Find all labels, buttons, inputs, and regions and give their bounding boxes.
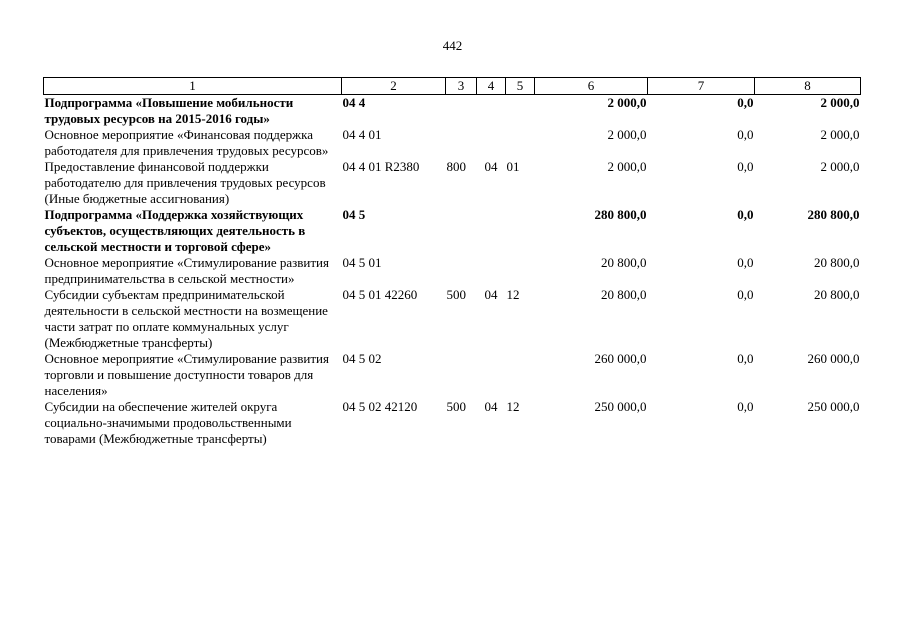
page-number: 442	[442, 38, 463, 53]
amount-col-8: 2 000,0	[820, 127, 860, 142]
amount-col-6: 20 800,0	[601, 287, 647, 302]
section: 04	[484, 399, 498, 414]
header-cell-6: 6	[535, 78, 648, 95]
table-header	[44, 78, 861, 95]
target-code: 04 4	[342, 95, 366, 110]
section: 04	[484, 159, 498, 174]
amount-col-8: 20 800,0	[814, 255, 860, 270]
target-code: 04 5 02	[342, 351, 382, 366]
subsection	[506, 255, 535, 287]
table-row	[44, 127, 861, 159]
expense-type: 500	[446, 399, 466, 414]
expense-type	[446, 351, 477, 399]
table-row	[44, 255, 861, 287]
amount-col-7: 0,0	[737, 159, 754, 174]
item-name: Подпрограмма «Повышение мобильности трудовых ресурсов на 2015-2016 годы»	[44, 95, 294, 126]
header-cell-8: 8	[755, 78, 861, 95]
amount-col-6: 2 000,0	[607, 127, 647, 142]
item-name: Подпрограмма «Поддержка хозяйствующих субъектов, осуществляющих деятельность в сельской местности и торговой сфере»	[44, 207, 306, 254]
amount-col-7: 0,0	[737, 127, 754, 142]
amount-col-6: 250 000,0	[594, 399, 647, 414]
target-code: 04 5 02 42120	[342, 399, 418, 414]
table-row	[44, 399, 861, 447]
section	[477, 351, 506, 399]
subsection	[506, 127, 535, 159]
budget-table	[43, 77, 861, 447]
subsection: 12	[506, 287, 520, 302]
expense-type: 800	[446, 159, 466, 174]
table-row	[44, 207, 861, 255]
section	[477, 127, 506, 159]
table-row	[44, 95, 861, 128]
expense-type	[446, 95, 477, 128]
amount-col-7: 0,0	[737, 255, 754, 270]
item-name: Основное мероприятие «Стимулирование развития предпринимательства в сельской местности»	[44, 255, 329, 286]
item-name: Основное мероприятие «Финансовая поддержка работодателя для привлечения трудовых ресурсов»	[44, 127, 329, 158]
section	[477, 95, 506, 128]
section	[477, 255, 506, 287]
amount-col-8: 20 800,0	[814, 287, 860, 302]
target-code: 04 4 01 R2380	[342, 159, 420, 174]
header-cell-4: 4	[477, 78, 506, 95]
subsection: 01	[506, 159, 520, 174]
expense-type	[446, 255, 477, 287]
subsection	[506, 207, 535, 255]
expense-type	[446, 127, 477, 159]
amount-col-6: 260 000,0	[594, 351, 647, 366]
header-cell-1: 1	[44, 78, 342, 95]
target-code: 04 4 01	[342, 127, 382, 142]
item-name: Субсидии на обеспечение жителей округа социально-значимыми продовольственными товарами (Межбюджетные трансферты)	[44, 399, 292, 446]
amount-col-7: 0,0	[737, 207, 754, 222]
subsection: 12	[506, 399, 520, 414]
amount-col-6: 280 800,0	[594, 207, 647, 222]
header-cell-7: 7	[648, 78, 755, 95]
amount-col-7: 0,0	[737, 95, 754, 110]
amount-col-6: 2 000,0	[607, 159, 647, 174]
section	[477, 207, 506, 255]
header-cell-5: 5	[506, 78, 535, 95]
header-cell-2: 2	[342, 78, 446, 95]
table-row	[44, 351, 861, 399]
subsection	[506, 351, 535, 399]
subsection	[506, 95, 535, 128]
amount-col-7: 0,0	[737, 399, 754, 414]
target-code: 04 5 01 42260	[342, 287, 418, 302]
amount-col-7: 0,0	[737, 351, 754, 366]
item-name: Субсидии субъектам предпринимательской деятельности в сельской местности на возмещение части затрат по оплате коммунальных услуг (Межбюджетные трансферты)	[44, 287, 328, 350]
target-code: 04 5	[342, 207, 366, 222]
table-row	[44, 159, 861, 207]
target-code: 04 5 01	[342, 255, 382, 270]
amount-col-6: 2 000,0	[607, 95, 647, 110]
header-cell-3: 3	[446, 78, 477, 95]
amount-col-8: 2 000,0	[820, 95, 860, 110]
amount-col-8: 280 800,0	[807, 207, 860, 222]
expense-type	[446, 207, 477, 255]
amount-col-8: 250 000,0	[807, 399, 860, 414]
amount-col-7: 0,0	[737, 287, 754, 302]
expense-type: 500	[446, 287, 466, 302]
table-row	[44, 287, 861, 351]
item-name: Предоставление финансовой поддержки работодателю для привлечения трудовых ресурсов (Иные бюджетные ассигнования)	[44, 159, 326, 206]
header-row	[44, 78, 861, 95]
amount-col-8: 260 000,0	[807, 351, 860, 366]
amount-col-6: 20 800,0	[601, 255, 647, 270]
section: 04	[484, 287, 498, 302]
item-name: Основное мероприятие «Стимулирование развития торговли и повышение доступности товаров для населения»	[44, 351, 329, 398]
amount-col-8: 2 000,0	[820, 159, 860, 174]
table-body	[44, 95, 861, 448]
